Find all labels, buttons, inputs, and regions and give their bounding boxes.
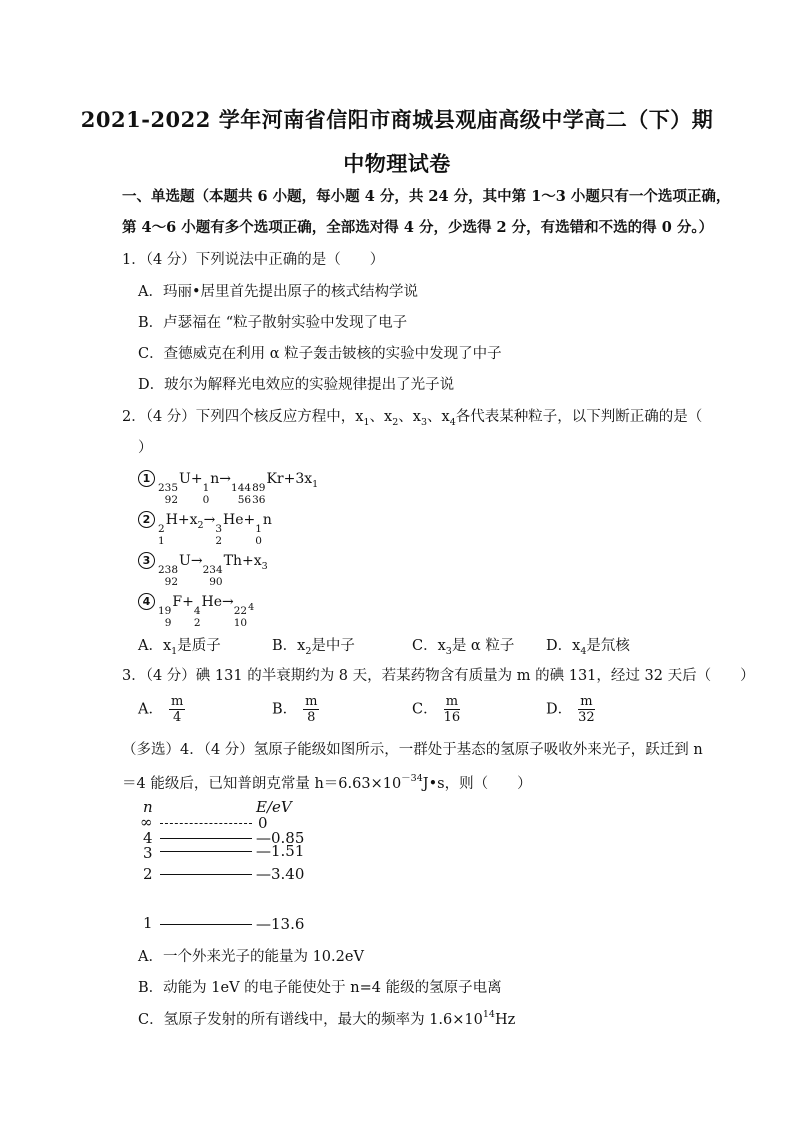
reaction-equation-3: 3 238 92 U→ 234 90 $Th+x_3$ (138, 552, 268, 588)
exam-title-line2: 中物理试卷 (343, 151, 451, 176)
level-e-4: —0.85 (256, 829, 305, 847)
circled-number-3: 3 (138, 552, 155, 569)
question-3-option-b: B． $\frac{m}{8}$ (272, 694, 318, 725)
question-4-option-c: C．氢原子发射的所有谱线中，最大的频率为 $1.6\times 10^{14}Hz$ (138, 1009, 516, 1028)
level-line-1 (160, 924, 252, 925)
question-4-stem-line1: （多选）4．（4 分）氢原子能级如图所示，一群处于基态的氢原子吸收外来光子，跃迁到 n (122, 742, 703, 758)
question-3-option-a: A． $\frac{m}{4}$ (138, 694, 184, 725)
level-e-2: —3.40 (256, 865, 305, 883)
circled-number-1: 1 (138, 470, 155, 487)
level-line-4 (160, 838, 252, 839)
question-4-option-b: B．动能为 1eV 的电子能使处于 n=4 能级的氢原子电离 (138, 980, 502, 996)
question-1-option-d: D．玻尔为解释光电效应的实验规律提出了光子说 (138, 377, 455, 393)
diagram-energy-header: E/eV (256, 798, 292, 816)
circled-number-2: 2 (138, 511, 155, 528)
question-1-stem: 1．（4 分）下列说法中正确的是（ ） (122, 252, 385, 268)
question-2-option-d: D．$x_4$是氘核 (546, 638, 630, 657)
question-2-option-c: C．$x_3$是 α 粒子 (412, 638, 515, 657)
question-2-stem: 2．（4 分）下列四个核反应方程中，$x_1$、$x_2$、$x_3$、$x_4$各代表某种粒子，以下判断正确的是（ (122, 409, 703, 428)
level-n-3: 3 (143, 844, 153, 862)
reaction-equation-1: 1 235 92 U+ 1 0 n→ 144 56 89 36 $Kr+3x_1$ (138, 470, 318, 506)
level-e-3: —1.51 (256, 842, 305, 860)
level-n-2: 2 (143, 865, 153, 883)
question-1-option-a: A．玛丽•居里首先提出原子的核式结构学说 (138, 284, 419, 300)
question-1-option-c: C．查德威克在利用 α 粒子轰击铍核的实验中发现了中子 (138, 346, 502, 362)
question-1-option-b: B．卢瑟福在 “粒子散射实验中发现了电子 (138, 315, 408, 331)
level-e-infinity: 0 (258, 814, 268, 832)
level-n-infinity: ∞ (140, 813, 153, 831)
reaction-equation-2: 2 2 1 $H+x_2\to$ 3 2 He+ 1 0 n (138, 511, 272, 547)
level-n-4: 4 (143, 829, 153, 847)
diagram-n-header: n (143, 798, 153, 816)
level-line-2 (160, 874, 252, 875)
level-n-1: 1 (143, 914, 153, 932)
section-instructions-line1: 一、单选题（本题共 6 小题，每小题 4 分，共 24 分，其中第 1～3 小题只有一个选项正确， (122, 188, 731, 205)
question-3-option-d: D． $\frac{m}{32}$ (546, 694, 595, 725)
level-line-3 (160, 851, 252, 852)
level-e-1: —13.6 (256, 915, 305, 933)
level-line-infinity (160, 823, 252, 824)
section-instructions-line2: 第 4～6 小题有多个选项正确，全部选对得 4 分，少选得 2 分，有选错和不选的得 0 分。） (122, 219, 714, 236)
question-3-option-c: C． $\frac{m}{16}$ (412, 694, 461, 725)
exam-title-line1: 2021-2022 学年河南省信阳市商城县观庙高级中学高二（下）期 (80, 107, 714, 132)
question-2-option-b: B．$x_2$是中子 (272, 638, 355, 657)
question-4-stem-line2: ＝4 能级后，已知普朗克常量 $h=6.63\times 10^{-34}J•s$，则（ ） (122, 773, 532, 792)
question-2-option-a: A．$x_1$是质子 (138, 638, 221, 657)
question-4-option-a: A．一个外来光子的能量为 10.2eV (138, 949, 364, 965)
question-3-stem: 3．（4 分）碘 131 的半衰期约为 8 天，若某药物含有质量为 m 的碘 131，经过 32 天后（ ） (122, 668, 755, 684)
circled-number-4: 4 (138, 593, 155, 610)
question-2-stem-end: ） (138, 440, 153, 456)
reaction-equation-4: 4 19 9 F+ 4 2 He→ 22 10 $_4$ (138, 593, 254, 629)
